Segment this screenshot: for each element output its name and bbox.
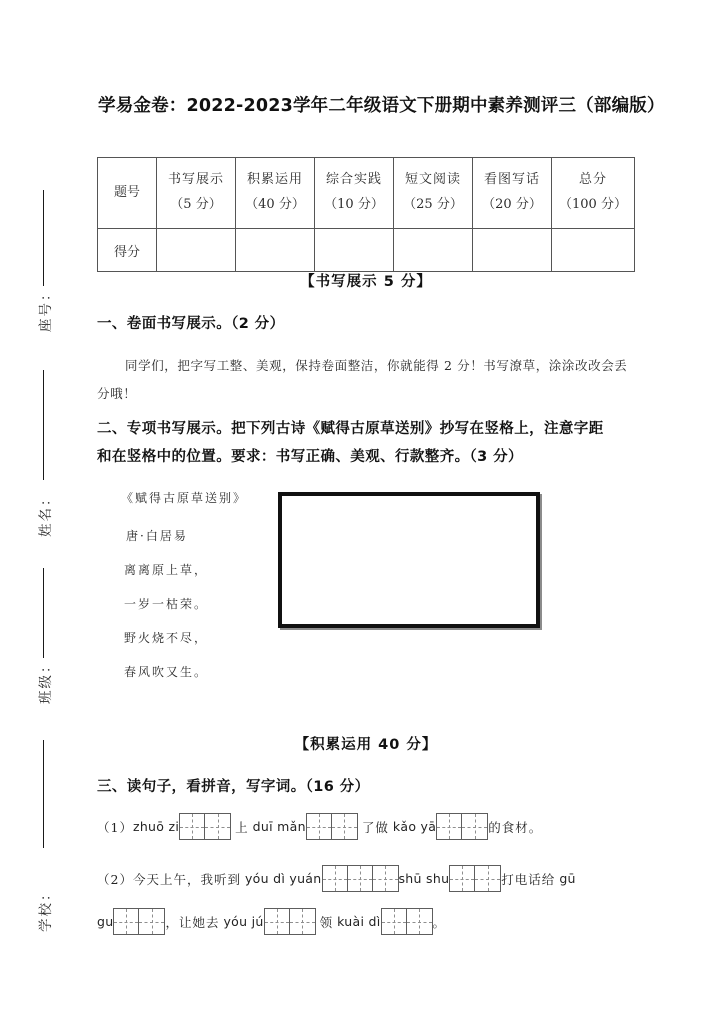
margin-rule-4 bbox=[43, 740, 44, 848]
table-row-score bbox=[98, 229, 635, 272]
handwriting-answer-box[interactable] bbox=[278, 492, 540, 628]
item-number: （1） bbox=[97, 819, 133, 835]
text-rang-ta-qu: ，让她去 bbox=[165, 914, 220, 930]
table-header-section-1 bbox=[157, 158, 236, 229]
exam-sheet bbox=[86, 0, 724, 1024]
grid-cell[interactable] bbox=[475, 866, 500, 891]
margin-rule-1 bbox=[43, 190, 44, 286]
answer-grid[interactable] bbox=[322, 865, 399, 892]
grid-cell[interactable] bbox=[114, 909, 139, 934]
question-1-body-line-1: 同学们，把字写工整、美观，保持卷面整洁，你就能得 2 分！书写潦草，涂涂改改会丢 bbox=[125, 358, 628, 373]
pinyin-dui-man: duī mǎn bbox=[252, 819, 306, 834]
grid-cell[interactable] bbox=[139, 909, 164, 934]
score-cell-section-4[interactable] bbox=[394, 229, 473, 272]
table-row-header bbox=[98, 158, 635, 229]
poem-title: 《赋得古原草送别》 bbox=[120, 491, 247, 505]
section-points: （5 分） bbox=[170, 197, 222, 212]
grid-cell[interactable] bbox=[205, 814, 230, 839]
pinyin-you-ju: yóu jú bbox=[223, 914, 264, 929]
section-name: 短文阅读 bbox=[404, 172, 461, 188]
margin-rule-2 bbox=[43, 370, 44, 480]
binding-margin bbox=[0, 0, 86, 1024]
score-cell-section-2[interactable] bbox=[236, 229, 315, 272]
section-points: （100 分） bbox=[559, 197, 627, 212]
answer-grid[interactable] bbox=[179, 813, 231, 840]
section-name: 积累运用 bbox=[246, 172, 303, 188]
poem-line-3: 野火烧不尽， bbox=[124, 631, 209, 645]
score-cell-section-3[interactable] bbox=[315, 229, 394, 272]
score-table bbox=[97, 157, 635, 272]
question-3-item-2-row-2 bbox=[97, 908, 657, 935]
question-3-item-1 bbox=[97, 813, 657, 840]
answer-grid[interactable] bbox=[381, 908, 433, 935]
pinyin-zhuo-zi: zhuō zi bbox=[132, 819, 180, 834]
section-banner-handwriting: 【书写展示 5 分】 bbox=[300, 274, 432, 290]
answer-grid[interactable] bbox=[264, 908, 316, 935]
section-name: 看图写话 bbox=[483, 172, 540, 188]
answer-grid[interactable] bbox=[436, 813, 488, 840]
section-points: （40 分） bbox=[245, 197, 305, 212]
page-title: 学易金卷：2022-2023学年二年级语文下册期中素养测评三（部编版） bbox=[98, 96, 665, 116]
answer-grid[interactable] bbox=[449, 865, 501, 892]
section-name: 综合实践 bbox=[325, 172, 382, 188]
text-period: 。 bbox=[432, 914, 447, 930]
item-number: （2） bbox=[97, 871, 133, 887]
question-3-item-2-row-1 bbox=[97, 865, 657, 892]
poem-author: 唐·白居易 bbox=[126, 529, 188, 543]
question-2-heading-line-2: 和在竖格中的位置。要求：书写正确、美观、行款整齐。（3 分） bbox=[97, 449, 523, 465]
pinyin-kao-ya: kǎo yā bbox=[392, 819, 437, 834]
section-name: 总分 bbox=[578, 172, 607, 188]
grid-cell[interactable] bbox=[332, 814, 357, 839]
table-label-score: 得分 bbox=[98, 229, 157, 272]
section-banner-accumulation: 【积累运用 40 分】 bbox=[294, 737, 438, 753]
table-header-question-number: 题号 bbox=[98, 158, 157, 229]
pinyin-you-di-yuan: yóu dì yuán bbox=[244, 871, 322, 886]
table-header-section-2 bbox=[236, 158, 315, 229]
text-le-zuo: 了做 bbox=[361, 819, 389, 835]
grid-cell[interactable] bbox=[450, 866, 475, 891]
answer-grid[interactable] bbox=[113, 908, 165, 935]
poem-line-4: 春风吹又生。 bbox=[124, 665, 209, 679]
text-lead: 今天上午，我听到 bbox=[132, 871, 241, 887]
grid-cell[interactable] bbox=[180, 814, 205, 839]
margin-label-name: 姓名： bbox=[38, 490, 54, 537]
text-de-shicai: 的食材。 bbox=[488, 819, 543, 835]
section-points: （10 分） bbox=[324, 197, 384, 212]
pinyin-gu-head: gū bbox=[559, 871, 576, 886]
question-2-heading-line-1: 二、专项书写展示。把下列古诗《赋得古原草送别》抄写在竖格上，注意字距 bbox=[97, 421, 604, 437]
grid-cell[interactable] bbox=[437, 814, 462, 839]
grid-cell[interactable] bbox=[265, 909, 290, 934]
grid-cell[interactable] bbox=[462, 814, 487, 839]
question-1-heading: 一、卷面书写展示。（2 分） bbox=[97, 316, 285, 332]
score-cell-total[interactable] bbox=[552, 229, 635, 272]
section-points: （20 分） bbox=[482, 197, 542, 212]
grid-cell[interactable] bbox=[323, 866, 348, 891]
section-points: （25 分） bbox=[403, 197, 463, 212]
section-name: 书写展示 bbox=[167, 172, 224, 188]
margin-label-seat-number: 座号： bbox=[38, 285, 54, 332]
table-header-total bbox=[552, 158, 635, 229]
pinyin-gu-cont: gu bbox=[97, 914, 114, 929]
pinyin-kuai-di: kuài dì bbox=[337, 914, 381, 929]
margin-label-school: 学校： bbox=[38, 885, 54, 932]
grid-cell[interactable] bbox=[307, 814, 332, 839]
table-header-section-3 bbox=[315, 158, 394, 229]
grid-cell[interactable] bbox=[348, 866, 373, 891]
score-cell-section-5[interactable] bbox=[473, 229, 552, 272]
grid-cell[interactable] bbox=[290, 909, 315, 934]
margin-rule-3 bbox=[43, 568, 44, 658]
poem-line-2: 一岁一枯荣。 bbox=[124, 597, 209, 611]
table-header-section-4 bbox=[394, 158, 473, 229]
margin-label-class: 班级： bbox=[38, 657, 54, 704]
table-header-section-5 bbox=[473, 158, 552, 229]
poem-block bbox=[100, 492, 268, 700]
text-shang: 上 bbox=[235, 819, 249, 835]
grid-cell[interactable] bbox=[373, 866, 398, 891]
question-1-body-line-2: 分哦！ bbox=[97, 386, 137, 401]
text-da-dianhua-gei: 打电话给 bbox=[501, 871, 556, 887]
question-3-heading: 三、读句子，看拼音，写字词。（16 分） bbox=[97, 779, 370, 795]
text-ling: 领 bbox=[319, 914, 334, 930]
grid-cell[interactable] bbox=[407, 909, 432, 934]
pinyin-shu-shu: shū shu bbox=[398, 871, 450, 886]
poem-line-1: 离离原上草， bbox=[124, 563, 209, 577]
answer-grid[interactable] bbox=[306, 813, 358, 840]
grid-cell[interactable] bbox=[382, 909, 407, 934]
score-cell-section-1[interactable] bbox=[157, 229, 236, 272]
